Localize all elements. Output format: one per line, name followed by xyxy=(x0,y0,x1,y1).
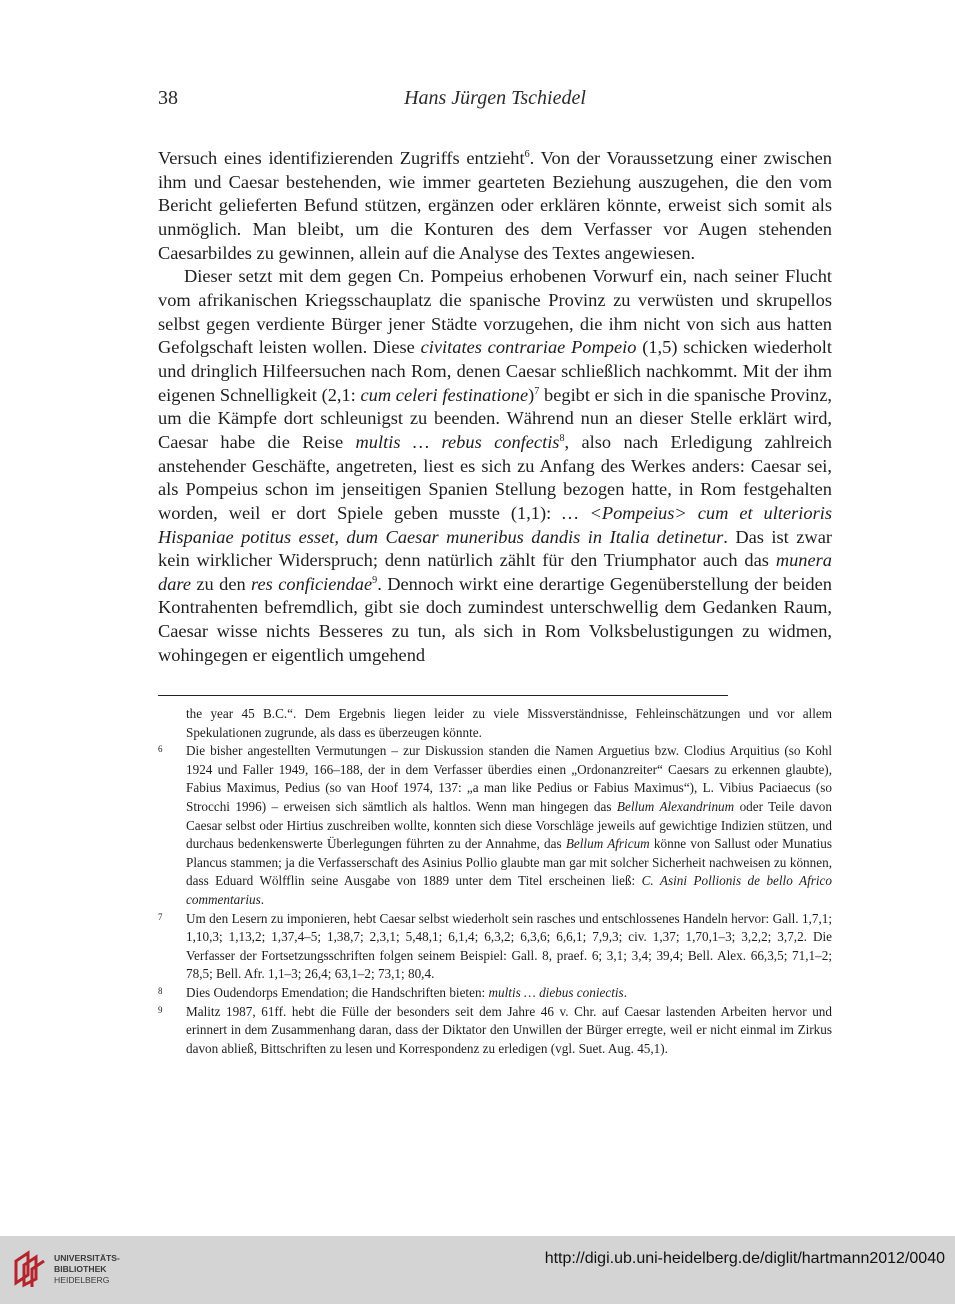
page-number: 38 xyxy=(158,87,178,109)
footnote-8: 8 Dies Oudendorps Emendation; die Handschriften bieten: multis … diebus coniectis. xyxy=(158,984,627,1000)
footnote-continuation: the year 45 B.C.“. Dem Ergebnis liegen leider zu viele Missverständnisse, Fehleinschätzungen und vor allem Spekulationen zugrunde, als dass es überzeugen könnte. xyxy=(186,706,832,740)
footnote-9: 9 Malitz 1987, 61ff. hebt die Fülle der besonders seit dem Jahre 46 v. Chr. auf Caesar lastenden Arbeiten hervor und erinnert in dem Zusammenhang daran, dass der Diktator den Unwillen der Bürger erregte, weil er nicht einmal im Zirkus davon abließ, Bittschriften zu lesen und Korrespondenz zu erledigen (vgl. Suet. Aug. 45,1). xyxy=(158,1003,832,1056)
footnote-number: 9 xyxy=(158,1004,163,1015)
footnote-ref[interactable]: 9 xyxy=(372,574,378,586)
logo-line: BIBLIOTHEK xyxy=(54,1264,107,1274)
footer-bar xyxy=(0,1236,955,1304)
main-text xyxy=(158,147,832,667)
logo-line: HEIDELBERG xyxy=(54,1275,110,1285)
logo-line: UNIVERSITÄTS- xyxy=(54,1253,120,1263)
footnote-6: 6 Die bisher angestellten Vermutungen – zur Diskussion standen die Namen Arguetius bzw. Clodius Arquitius (so Kohl 1924 und Faller 1949, 166–188, der in dem Verfasser überdies einen „Ordonanzreiter“ Caesars zu erkennen glaubte), Fabius Maximus, Pedius (so van Hoof 1974, 137: „a man like Pedius or Fabius Maximus“), L. Vibius Paciaecus (so Strocchi 1996) – erweisen sich sämtlich als haltlos. Wenn man hingegen das Bellum Alexandrinum oder Teile davon Caesar selbst oder Hirtius zuschreiben wollte, konnten sich diese Vorschläge jeweils auf gewichtige Indizien stützen, und durchaus bedenkenswerte Überlegungen führten zu der Annahme, das Bellum Africum könne von Sallust oder Munatius Plancus stammen; ja die Verfasserschaft des Asinius Pollio glaubte man gar mit solcher Sicherheit nachweisen zu können, dass Eduard Wölfflin seine Ausgabe von 1889 unter dem Titel erscheinen ließ: C. Asini Pollionis de bello Africo commentarius. xyxy=(158,743,832,907)
paragraph: Dieser setzt mit dem gegen Cn. Pompeius erhobenen Vorwurf ein, nach seiner Flucht vom afrikanischen Kriegsschauplatz die spanische Provinz zu verwüsten und skrupellos selbst gegen verdiente Bürger jener Städte vorzugehen, die ihm nicht von sich aus hatten Gefolgschaft leisten wollen. Diese civitates contrariae Pompeio (1,5) schicken wiederholt und dringlich Hilfeersuchen nach Rom, denen Caesar schließlich nachkommt. Mit der ihm eigenen Schnelligkeit (2,1: cum celeri festinatione)$^7$ begibt er sich in die spanische Provinz, um die Kämpfe dort schleunigst zu beenden. Während nun an dieser Stelle erklärt wird, Caesar habe die Reise multis … rebus confectis$^8$, also nach Erledigung zahlreich anstehender Geschäfte, angetreten, liest es sich zu Anfang des Werkes anders: Caesar sei, als Pompeius schon im jenseitigen Spanien Stellung bezogen hatte, in Rom festgehalten worden, weil er dort Spiele geben musste (1,1): … <Pompeius> cum et ulterioris Hispaniae potitus esset, dum Caesar muneribus dandis in Italia detinetur. Das ist zwar kein wirklicher Widerspruch; denn natürlich zählt für den Triumphator auch das munera dare zu den res conficiendae$^9$. Dennoch wirkt eine derartige Gegenüberstellung der beiden Kontrahenten befremdlich, gibt sie doch zumindest unterschwellig dem Gedanken Raum, Caesar wisse nichts Besseres zu tun, als sich in Rom Volksbelustigungen zu widmen, wohingegen er eigentlich umgehend xyxy=(158,266,833,665)
source-url[interactable]: http://digi.ub.uni-heidelberg.de/diglit/hartmann2012/0040 xyxy=(544,1250,945,1267)
library-logo-icon xyxy=(10,1249,50,1289)
footnotes xyxy=(158,705,832,1058)
footnote-divider xyxy=(158,695,728,696)
paragraph: Versuch eines identifizierenden Zugriffs entzieht$^6$. Von der Voraussetzung einer zwischen ihm und Caesar bestehenden, wie immer gearteten Beziehung auszugehen, die den vom Bericht gelieferten Befund stützen, ergänzen oder erklären könnte, erweist sich somit als unmöglich. Man bleibt, um die Konturen des dem Verfasser vor Augen stehenden Caesarbildes zu gewinnen, allein auf die Analyse des Textes angewiesen. xyxy=(158,148,832,263)
footnote-ref[interactable]: 6 xyxy=(524,148,530,160)
footnote-ref[interactable]: 8 xyxy=(559,432,565,444)
page-header xyxy=(158,84,832,112)
footnote-7: 7 Um den Lesern zu imponieren, hebt Caesar selbst wiederholt sein rasches und entschlossenes Handeln hervor: Gall. 1,7,1; 1,10,3; 1,13,2; 1,37,4–5; 1,38,7; 2,3,1; 5,48,1; 6,1,4; 6,3,2; 6,3,6; 6,6,1; 7,9,3; civ. 1,37; 1,70,1–3; 3,2,2; 3,7,2. Die Verfasser der Fortsetzungsschriften folgen seinem Beispiel: Gall. 8, praef. 6; 3,1; 3,4; 39,4; Bell. Alex. 66,3,5; 71,1–2; 78,5; Bell. Afr. 1,1–3; 26,4; 63,1–2; 73,1; 80,4. xyxy=(158,910,832,982)
footnote-ref[interactable]: 7 xyxy=(534,385,540,397)
footnote-number: 7 xyxy=(158,911,163,922)
running-head: Hans Jürgen Tschiedel xyxy=(404,87,586,109)
footnote-number: 6 xyxy=(158,744,163,755)
library-logo[interactable] xyxy=(10,1247,130,1293)
footnote-number: 8 xyxy=(158,985,163,996)
